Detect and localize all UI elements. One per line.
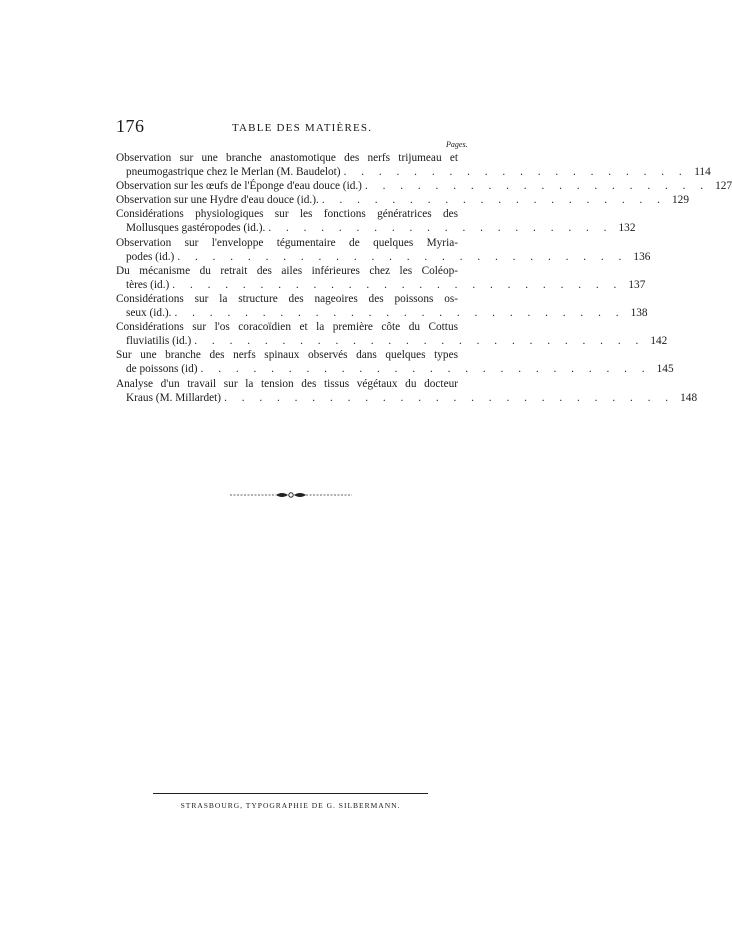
toc-page-number: 148 [680, 391, 698, 404]
printer-imprint: STRASBOURG, TYPOGRAPHIE DE G. SILBERMANN. [180, 801, 401, 810]
dot-leader: . . . . . . . . . . . . . . . . . . . . [364, 180, 710, 193]
running-title: TABLE DES MATIÈRES. [232, 122, 373, 134]
toc-entry-text: Observation sur l'enveloppe tégumentaire de quelques Myria- [116, 236, 458, 249]
toc-entry [116, 236, 651, 264]
dot-leader: . . . . . . . . . . . . . . . . . . . . . . . . . . [200, 363, 651, 376]
toc-entry-text: Considérations sur la structure des nageoires des poissons os- [116, 292, 458, 305]
table-of-contents [116, 151, 732, 405]
toc-entry [116, 179, 732, 193]
toc-entry [116, 207, 636, 235]
dot-leader: . . . . . . . . . . . . . . . . . . . . . . . . . . [194, 335, 645, 348]
toc-entry-text: Observation sur les œufs de l'Éponge d'eau douce (id.) [116, 180, 362, 193]
toc-entry-text: fluviatilis (id.) [126, 335, 192, 348]
toc-entry [116, 292, 648, 320]
toc-entry-text: tères (id.) [126, 278, 170, 291]
toc-page-number: 132 [618, 222, 636, 235]
toc-entry-text: Analyse d'un travail sur la tension des tissus végétaux du docteur [116, 377, 458, 390]
toc-entry [116, 193, 689, 207]
dot-leader: . . . . . . . . . . . . . . . . . . . . . . . . . . [172, 278, 623, 291]
page-number: 176 [116, 116, 145, 136]
dot-leader: . . . . . . . . . . . . . . . . . . . . . . . . . . [174, 307, 625, 320]
toc-entry [116, 377, 698, 405]
pages-label: Pages. [446, 140, 468, 149]
toc-entry-text: Kraus (M. Millardet) [126, 391, 222, 404]
toc-page-number: 137 [628, 278, 646, 291]
toc-entry-text: pneumogastrique chez le Merlan (M. Baudelot) [126, 166, 341, 179]
dot-leader: . . . . . . . . . . . . . . . . . . . . [268, 222, 613, 235]
toc-page-number: 136 [633, 250, 651, 263]
decorative-divider-ornament [230, 489, 352, 501]
toc-entry [116, 264, 646, 292]
toc-page-number: 114 [694, 166, 711, 179]
dot-leader: . . . . . . . . . . . . . . . . . . . . . . . . . . [224, 391, 675, 404]
toc-entry-text: Du mécanisme du retrait des ailes inférieures chez les Coléop- [116, 264, 458, 277]
toc-page-number: 129 [672, 194, 689, 207]
toc-entry-text: Considérations physiologiques sur les fonctions génératrices des [116, 208, 458, 221]
toc-entry-text: de poissons (id) [126, 363, 198, 376]
toc-page-number: 145 [656, 363, 674, 376]
toc-entry [116, 151, 711, 179]
toc-entry [116, 320, 668, 348]
toc-entry-text: Considérations sur l'os coracoïdien et la première côte du Cottus [116, 321, 458, 334]
toc-entry-text: Observation sur une branche anastomotique des nerfs trijumeau et [116, 152, 458, 164]
toc-entry-text: Mollusques gastéropodes (id.). [126, 222, 266, 235]
toc-entry-text: Sur une branche des nerfs spinaux observés dans quelques types [116, 349, 458, 362]
toc-entry-text: seux (id.). [126, 307, 172, 320]
dot-leader: . . . . . . . . . . . . . . . . . . . . [321, 194, 666, 207]
toc-page-number: 138 [630, 307, 648, 320]
toc-entry [116, 348, 674, 376]
toc-entry-text: podes (id.) [126, 250, 175, 263]
footer-rule [153, 793, 428, 794]
dot-leader: . . . . . . . . . . . . . . . . . . . . . . . . . . [177, 250, 628, 263]
toc-page-number: 142 [650, 335, 668, 348]
toc-page-number: 127 [715, 180, 732, 193]
toc-entry-text: Observation sur une Hydre d'eau douce (id.). [116, 194, 319, 207]
dot-leader: . . . . . . . . . . . . . . . . . . . . [343, 166, 688, 179]
